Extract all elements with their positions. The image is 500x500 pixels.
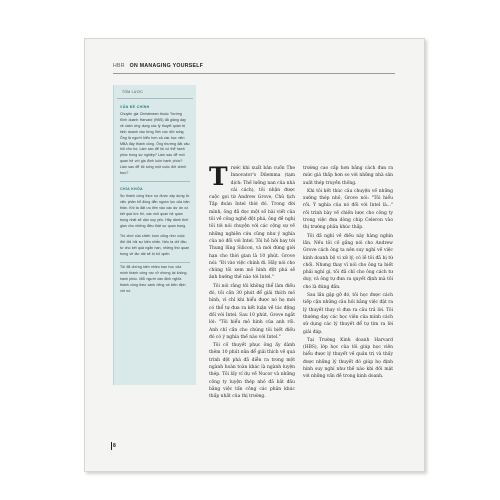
- page-number-bar: [111, 442, 112, 450]
- article-paragraph: Khi tôi kết thúc câu chuyện về những xưởng thép nhỏ, Grove nói: "Tôi hiểu rồi. Ý nghĩa của nó đối với Intel là..." rồi trình bày về chiến lược cho công ty trong việc đưa dòng chip Celeron vào thị trường phân khúc thấp.: [303, 188, 393, 231]
- sidebar-text-1: Chuyên gia Christensen thuộc Trường Kinh doanh Harvard (HBS) đã giảng dạy về cách ứng dụng các lý thuyết quản trị kinh doanh vào từng lĩnh vực đời sống. Ông là người hiểu hơn cả các học viên MBA đầy thành công. Ông thường đặt câu hỏi cho họ: Làm sao để tôi có thể hạnh phúc trong sự nghiệp? Làm sao để mối quan hệ với gia đình luôn hạnh phúc? Làm sao để tôi sống một cuộc đời chính trực?: [120, 112, 190, 176]
- article-paragraph: Tôi cố thuyết phục ông ấy dành thêm 10 phút nữa để giải thích về quá trình đột phá đã diễn ra trong một ngành hoàn toàn khác là ngành luyện thép. Tôi lấy ví dụ về Nucor và những công ty luyện thép nhỏ đã bắt đầu bằng việc tấn công các phân khúc thấp nhất của thị trường.: [209, 343, 295, 400]
- header-prefix: HBR: [113, 63, 125, 69]
- article-paragraph: Sau lần gặp gỡ đó, tôi học được cách tiếp cận những câu hỏi bằng việc đặt ra lý thuyết thay vì đưa ra câu trả lời. Tôi thường dạy các học viên của mình cách sử dụng các lý thuyết để tự tìm ra lời giải đáp.: [303, 293, 393, 335]
- magazine-page: [84, 38, 425, 472]
- sidebar-divider: [120, 262, 190, 263]
- drop-cap: T: [209, 165, 228, 191]
- sidebar-text-4: Tôi đã chứng kiến nhiều bạn học của mình thành công rực rỡ nhưng lại không hạnh phúc. Mỗi người cần định nghĩa thành công theo cách riêng và kiên định với nó.: [120, 265, 187, 293]
- sidebar-divider: [120, 181, 190, 182]
- header-title: ON MANAGING YOURSELF: [129, 63, 204, 69]
- article-paragraph: trường cao cấp hơn bằng cách đưa ra mức giá thấp hơn so với những nhà sản xuất thép truyền thống.: [303, 166, 393, 186]
- sidebar-text-3: Trò chơi của chiến lược cũng như cuộc đời đòi hỏi sự kiên nhẫn. Nếu ta chỉ đầu tư cho kết quả ngắn hạn, những thứ quan trọng về lâu dài sẽ bị bỏ quên.: [120, 233, 190, 256]
- sidebar-text-2: Sự thành công thực sự được xây dựng từ việc phân bổ đúng đắn nguồn lực của bản thân. Khi ta đặt ưu tiên vào các dự án có kết quả tức thì, các mối quan hệ quan trọng nhất sẽ dần suy yếu. Hãy dành thời gian cho những điều thật sự quan trọng.: [120, 194, 190, 228]
- running-header: [113, 63, 203, 69]
- sidebar-title: TÓM LƯỢC: [117, 85, 193, 99]
- article-column-1: [209, 165, 295, 449]
- sidebar-heading-1: VẤN ĐỀ CHÍNH: [120, 105, 150, 109]
- article-paragraph: Tại Trường Kinh doanh Harvard (HBS), lớp học của tôi giúp học viên hiểu được lý thuyết về quản trị và thấy được những lý thuyết đó giúp họ định hình suy nghĩ như thế nào khi đối mặt với những vấn đề trong kinh doanh.: [303, 337, 393, 380]
- article-column-2: [303, 165, 393, 472]
- sidebar-heading-2: CHÌA KHÓA: [120, 187, 143, 192]
- header-rule: [113, 73, 395, 74]
- article-paragraph: Tôi nói rằng tôi không thể làm điều đó, tôi cần 30 phút để giải thích mô hình, vì chỉ khi hiểu được nó họ mới có thể tự đưa ra kết luận về tác động đối với Intel. Sau 10 phút, Grove ngắt lời: "Tôi hiểu mô hình của anh rồi. Anh chỉ cần cho chúng tôi biết điều đó có ý nghĩa thế nào với Intel.": [209, 283, 295, 340]
- page-number: 8: [113, 443, 116, 449]
- summary-sidebar: [113, 85, 196, 385]
- article-paragraph: Tôi đã nghĩ về điều này hàng nghìn lần. Nếu tôi cố gắng nói cho Andrew Grove cách ông ta nên suy nghĩ về việc kinh doanh bộ vi xử lý, có lẽ tôi đã bị từ chối. Nhưng thay vì nói cho ông ta biết phải nghĩ gì, tôi đã chỉ cho ông cách tư duy, và ông tự đưa ra quyết định mà tôi cho là đúng đắn.: [303, 233, 393, 290]
- article-paragraph: rước khi xuất bản cuốn The Innovator's Dilemma (tạm dịch: Thế lưỡng nan của nhà cải cách), tôi nhận được cuộc gọi từ Andrew Grove, Chủ tịch Tập đoàn Intel thời đó. Trong đời mình, ông đã đọc một số bài viết của tôi về công nghệ đột phá, ông đề nghị tôi tới nói chuyện với các cộng sự về những nghiên cứu cũng như ý nghĩa của nó đối với Intel. Tôi hồ hởi bay tới Thung lũng Silicon, và mới đứng giới hạn cho thời gian là 10 phút. Grove nói: "Đi vào việc chính đi. Hãy nói cho chúng tôi xem mô hình đột phá sẽ ảnh hưởng thế nào tới Intel.": [209, 166, 295, 281]
